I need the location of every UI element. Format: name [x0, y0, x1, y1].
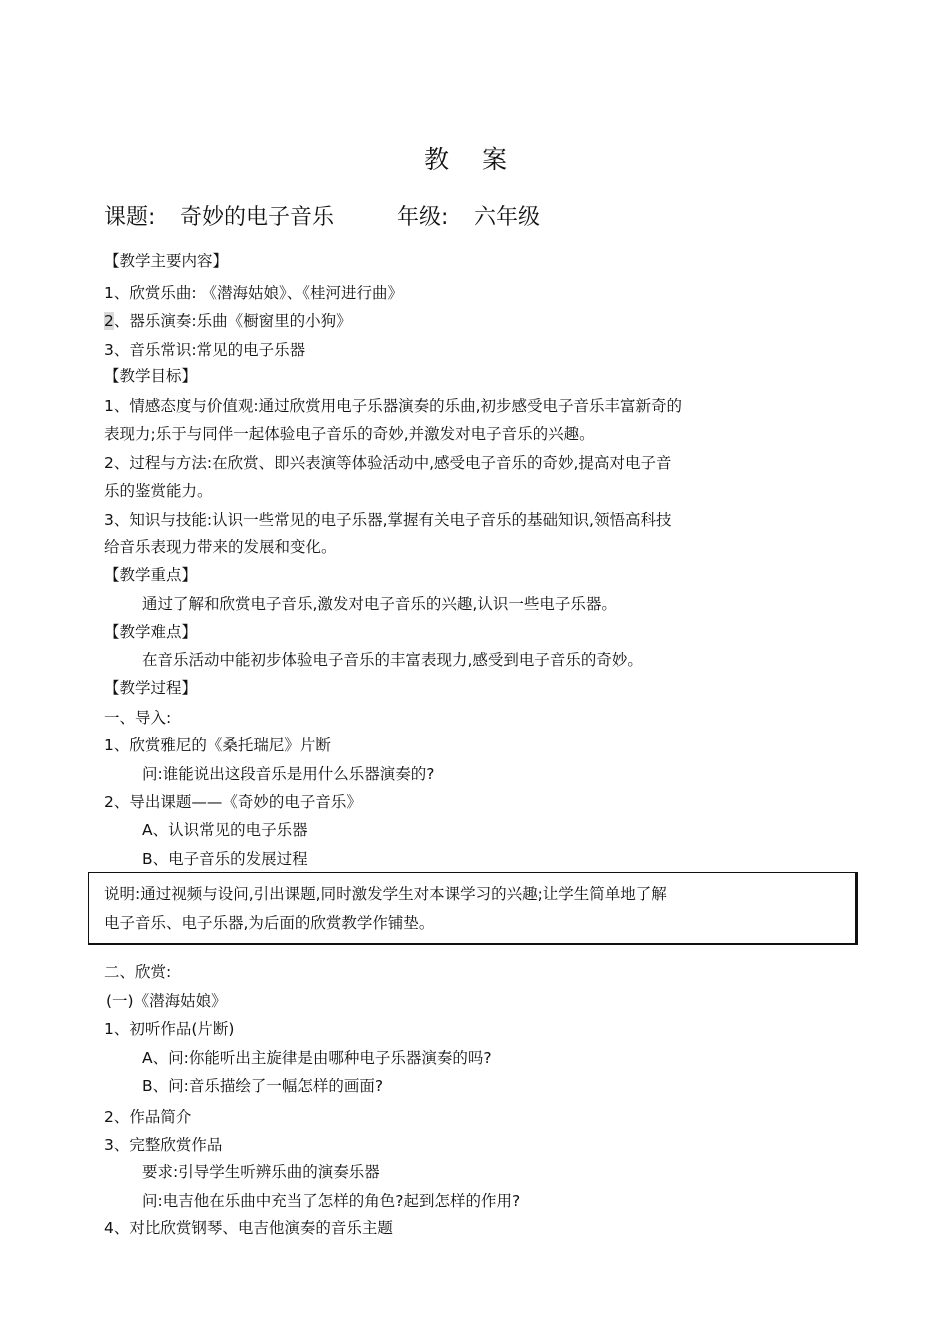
- section-1-item-1: 1、欣赏雅尼的《桑托瑞尼》片断: [104, 736, 331, 754]
- section-2-item-3-question: 问:电吉他在乐曲中充当了怎样的角色?起到怎样的作用?: [142, 1192, 521, 1210]
- section-2-item-2: 2、作品简介: [104, 1108, 192, 1126]
- goal-3-line-2: 给音乐表现力带来的发展和变化。: [104, 538, 337, 556]
- key-points-text: 通过了解和欣赏电子音乐,激发对电子音乐的兴趣,认识一些电子乐器。: [142, 595, 617, 613]
- section-2-item-3: 3、完整欣赏作品: [104, 1136, 223, 1154]
- highlight-number: 2: [104, 312, 114, 330]
- section-1-item-2: 2、导出课题——《奇妙的电子音乐》: [104, 793, 362, 811]
- difficulties-text: 在音乐活动中能初步体验电子音乐的丰富表现力,感受到电子音乐的奇妙。: [142, 651, 643, 669]
- section-1-item-1-question: 问:谁能说出这段音乐是用什么乐器演奏的?: [142, 765, 435, 783]
- grade-value: 六年级: [474, 205, 541, 230]
- note-line-1: 说明:通过视频与设问,引出课题,同时激发学生对本课学习的兴趣;让学生简单地了解: [104, 885, 667, 903]
- subject-value: 奇妙的电子音乐: [180, 205, 335, 230]
- main-content-item-3: 3、音乐常识:常见的电子乐器: [104, 341, 306, 359]
- goal-3-line-1: 3、知识与技能:认识一些常见的电子乐器,掌握有关电子音乐的基础知识,领悟高科技: [104, 511, 672, 529]
- grade-label: 年级:: [397, 205, 449, 230]
- process-heading: 【教学过程】: [104, 679, 198, 697]
- page-title-left-char: 教: [424, 145, 450, 174]
- section-2-item-1-b: B、问:音乐描绘了一幅怎样的画面?: [142, 1077, 384, 1095]
- goal-1-line-1: 1、情感态度与价值观:通过欣赏用电子乐器演奏的乐曲,初步感受电子音乐丰富新奇的: [104, 397, 683, 415]
- goal-1-line-2: 表现力;乐于与同伴一起体验电子音乐的奇妙,并激发对电子音乐的兴趣。: [104, 425, 595, 443]
- section-2-title: 二、欣赏:: [104, 963, 172, 981]
- section-2-item-1: 1、初听作品(片断): [104, 1020, 235, 1038]
- section-1-item-2-b: B、电子音乐的发展过程: [142, 850, 308, 868]
- note-box: [88, 872, 858, 945]
- note-line-2: 电子音乐、电子乐器,为后面的欣赏教学作铺垫。: [104, 914, 435, 932]
- goals-heading: 【教学目标】: [104, 367, 198, 385]
- section-2-item-1-a: A、问:你能听出主旋律是由哪种电子乐器演奏的吗?: [142, 1049, 492, 1067]
- difficulties-heading: 【教学难点】: [104, 623, 198, 641]
- main-content-item-1: 1、欣赏乐曲: 《潜海姑娘》、《桂河进行曲》: [104, 284, 404, 302]
- goal-2-line-1: 2、过程与方法:在欣赏、即兴表演等体验活动中,感受电子音乐的奇妙,提高对电子音: [104, 454, 672, 472]
- page-title-right-char: 案: [482, 145, 508, 174]
- main-content-item-2-text: 、器乐演奏:乐曲《橱窗里的小狗》: [113, 312, 352, 330]
- goal-2-line-2: 乐的鉴赏能力。: [104, 482, 213, 500]
- section-2-item-4: 4、对比欣赏钢琴、电吉他演奏的音乐主题: [104, 1219, 393, 1237]
- section-2-sub-1: (一)《潜海姑娘》: [106, 992, 227, 1010]
- section-1-title: 一、导入:: [104, 709, 172, 727]
- main-content-heading: 【教学主要内容】: [104, 252, 229, 270]
- main-content-item-2: [104, 311, 352, 331]
- section-2-item-3-requirement: 要求:引导学生听辨乐曲的演奏乐器: [142, 1163, 380, 1181]
- key-points-heading: 【教学重点】: [104, 566, 198, 584]
- subject-label: 课题:: [104, 205, 156, 230]
- section-1-item-2-a: A、认识常见的电子乐器: [142, 821, 308, 839]
